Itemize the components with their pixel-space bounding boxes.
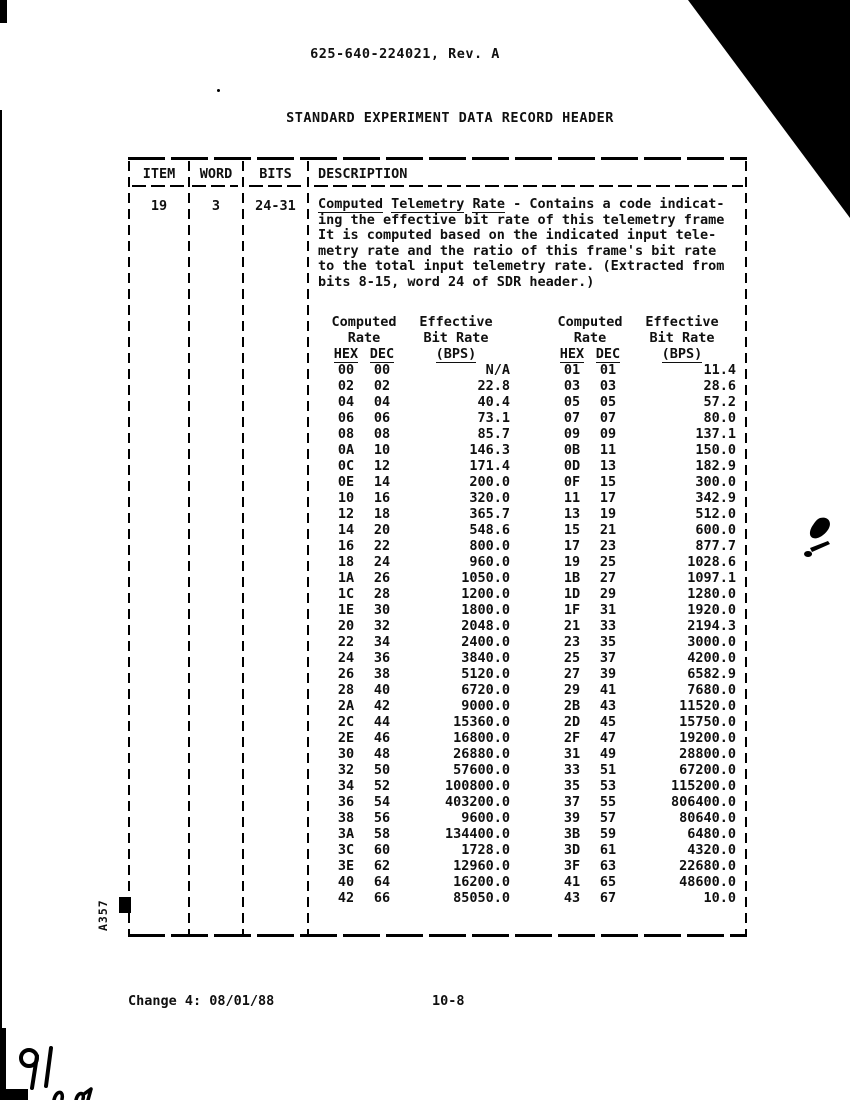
bps-value: 15360.0 (453, 714, 510, 730)
document-number: 625-640-224021, Rev. A (310, 46, 500, 62)
effective-header: Effective (419, 314, 493, 330)
bps-value: 600.0 (695, 522, 736, 538)
bps-value: 342.9 (695, 490, 736, 506)
bps-value: 16200.0 (453, 874, 510, 890)
hex-header: HEX (333, 346, 359, 362)
hex-value: 29 (563, 682, 581, 698)
bits-value: 24-31 (255, 198, 296, 214)
bps-value: 300.0 (695, 474, 736, 490)
hex-value: 14 (337, 522, 355, 538)
bps-value: 115200.0 (670, 778, 736, 794)
hex-value: 21 (563, 618, 581, 634)
hex-value: 42 (337, 890, 355, 906)
dec-value: 44 (373, 714, 391, 730)
dec-value: 33 (599, 618, 617, 634)
bps-value: 26880.0 (453, 746, 510, 762)
column-separator (307, 161, 309, 934)
hex-value: 06 (337, 410, 355, 426)
bps-value: 19200.0 (679, 730, 736, 746)
hex-value: 0C (337, 458, 355, 474)
hex-value: 0E (337, 474, 355, 490)
computed-rate-header: Computed (557, 314, 623, 330)
bps-header: (BPS) (661, 346, 703, 362)
dec-value: 24 (373, 554, 391, 570)
bps-value: 5120.0 (461, 666, 510, 682)
dec-value: 11 (599, 442, 617, 458)
description-line (318, 197, 748, 213)
bps-value: 134400.0 (444, 826, 510, 842)
bps-value: 40.4 (477, 394, 510, 410)
description-line: to the total input telemetry rate. (Extracted from (318, 258, 725, 274)
bps-value: 365.7 (469, 506, 510, 522)
computed-rate-header: Rate (347, 330, 381, 346)
dec-value: 42 (373, 698, 391, 714)
hex-value: 27 (563, 666, 581, 682)
dec-value: 53 (599, 778, 617, 794)
dec-value: 54 (373, 794, 391, 810)
handwritten-partial-marks (50, 1087, 96, 1100)
bps-value: 548.6 (469, 522, 510, 538)
dec-value: 35 (599, 634, 617, 650)
dec-value: 63 (599, 858, 617, 874)
bps-value: 200.0 (469, 474, 510, 490)
dec-value: 22 (373, 538, 391, 554)
dec-value: 17 (599, 490, 617, 506)
hex-value: 37 (563, 794, 581, 810)
hex-value: 1F (563, 602, 581, 618)
bps-value: 67200.0 (679, 762, 736, 778)
effective-header: Effective (645, 314, 719, 330)
hex-header: HEX (559, 346, 585, 362)
dec-value: 31 (599, 602, 617, 618)
bps-value: 9600.0 (461, 810, 510, 826)
bps-value: 57600.0 (453, 762, 510, 778)
dec-value: 40 (373, 682, 391, 698)
bps-value: 1800.0 (461, 602, 510, 618)
dec-value: 36 (373, 650, 391, 666)
rate-table-right-group (554, 314, 738, 906)
hex-value: 05 (563, 394, 581, 410)
dec-value: 02 (373, 378, 391, 394)
hex-value: 25 (563, 650, 581, 666)
dec-value: 48 (373, 746, 391, 762)
page-title: STANDARD EXPERIMENT DATA RECORD HEADER (286, 110, 614, 126)
bps-header: (BPS) (435, 346, 477, 362)
bps-value: 512.0 (695, 506, 736, 522)
dec-value: 14 (373, 474, 391, 490)
bps-value: 2400.0 (461, 634, 510, 650)
hex-value: 34 (337, 778, 355, 794)
bps-value: 22.8 (477, 378, 510, 394)
hex-value: 22 (337, 634, 355, 650)
dec-value: 45 (599, 714, 617, 730)
dec-value: 43 (599, 698, 617, 714)
bps-value: 6720.0 (461, 682, 510, 698)
hex-value: 20 (337, 618, 355, 634)
dec-header: DEC (595, 346, 621, 362)
dec-value: 67 (599, 890, 617, 906)
bps-value: 2194.3 (687, 618, 736, 634)
dec-value: 56 (373, 810, 391, 826)
dec-value: 28 (373, 586, 391, 602)
hex-value: 1E (337, 602, 355, 618)
margin-stamp: A357 (96, 899, 110, 931)
hex-value: 1C (337, 586, 355, 602)
hex-value: 04 (337, 394, 355, 410)
hex-value: 32 (337, 762, 355, 778)
scan-artifact-top-left-bar (0, 0, 7, 23)
description-line: ing the effective bit rate of this telemetry frame (318, 211, 725, 228)
dec-value: 49 (599, 746, 617, 762)
bps-value: 85.7 (477, 426, 510, 442)
bps-value: 10.0 (703, 890, 736, 906)
description-cell (318, 197, 748, 906)
dec-value: 04 (373, 394, 391, 410)
dec-value: 26 (373, 570, 391, 586)
rate-table-left-group (328, 314, 512, 906)
record-header-table (128, 157, 747, 937)
bps-value: 80640.0 (679, 810, 736, 826)
column-header-description: DESCRIPTION (318, 166, 408, 182)
dec-value: 60 (373, 842, 391, 858)
bps-value: 2048.0 (461, 618, 510, 634)
dec-value: 19 (599, 506, 617, 522)
dec-value: 13 (599, 458, 617, 474)
page-number: 10-8 (432, 993, 465, 1009)
description-line: bits 8-15, word 24 of SDR header.) (318, 273, 595, 290)
bps-value: 15750.0 (679, 714, 736, 730)
bps-value: 1920.0 (687, 602, 736, 618)
dec-value: 07 (599, 410, 617, 426)
dec-value: 20 (373, 522, 391, 538)
table-left-border (128, 161, 130, 934)
column-header-word: WORD (199, 166, 233, 182)
hex-value: 28 (337, 682, 355, 698)
hex-value: 03 (563, 378, 581, 394)
dec-value: 23 (599, 538, 617, 554)
bps-value: 100800.0 (444, 778, 510, 794)
dec-value: 08 (373, 426, 391, 442)
dec-value: 30 (373, 602, 391, 618)
bps-value: 11520.0 (679, 698, 736, 714)
hex-value: 0F (563, 474, 581, 490)
dec-value: 50 (373, 762, 391, 778)
hex-value: 15 (563, 522, 581, 538)
hex-value: 10 (337, 490, 355, 506)
bps-value: 9000.0 (461, 698, 510, 714)
hex-value: 02 (337, 378, 355, 394)
bps-value: 1097.1 (687, 570, 736, 586)
change-notice: Change 4: 08/01/88 (128, 993, 275, 1009)
dec-value: 47 (599, 730, 617, 746)
bps-value: 3840.0 (461, 650, 510, 666)
dec-value: 34 (373, 634, 391, 650)
bps-value: 4200.0 (687, 650, 736, 666)
column-header-bits: BITS (259, 166, 292, 182)
bps-value: 1280.0 (687, 586, 736, 602)
hex-value: 3A (337, 826, 355, 842)
dec-value: 01 (599, 362, 617, 378)
bps-value: 28800.0 (679, 746, 736, 762)
hex-value: 2A (337, 698, 355, 714)
bps-value: 150.0 (695, 442, 736, 458)
hex-value: 24 (337, 650, 355, 666)
hex-value: 43 (563, 890, 581, 906)
computed-rate-header: Computed (331, 314, 397, 330)
hex-value: 07 (563, 410, 581, 426)
bps-value: 6582.9 (687, 666, 736, 682)
hex-value: 3D (563, 842, 581, 858)
bps-value: 12960.0 (453, 858, 510, 874)
description-line: It is computed based on the indicated input tele- (318, 227, 717, 243)
dec-value: 62 (373, 858, 391, 874)
hex-value: 23 (563, 634, 581, 650)
header-underline (192, 185, 238, 187)
bps-value: 85050.0 (453, 890, 510, 906)
hex-value: 17 (563, 538, 581, 554)
margin-stamp-block (119, 897, 131, 913)
hex-value: 12 (337, 506, 355, 522)
table-top-border (128, 157, 747, 160)
bps-value: 1028.6 (687, 554, 736, 570)
underlined-word: Computed (318, 196, 384, 212)
hex-value: 2C (337, 714, 355, 730)
hex-value: 39 (563, 810, 581, 826)
hex-value: 1D (563, 586, 581, 602)
hex-value: 30 (337, 746, 355, 762)
column-separator (242, 161, 244, 934)
dec-value: 29 (599, 586, 617, 602)
hex-value: 3E (337, 858, 355, 874)
dec-value: 00 (373, 362, 391, 378)
hex-value: 0D (563, 458, 581, 474)
bps-value: 22680.0 (679, 858, 736, 874)
hex-value: 2F (563, 730, 581, 746)
dec-value: 37 (599, 650, 617, 666)
underlined-word: Rate (472, 196, 505, 212)
description-line: metry rate and the ratio of this frame's bit rate (318, 242, 717, 259)
dec-value: 16 (373, 490, 391, 506)
hex-value: 18 (337, 554, 355, 570)
bps-value: 146.3 (469, 442, 510, 458)
bps-value: 73.1 (477, 410, 510, 426)
hex-value: 26 (337, 666, 355, 682)
bps-value: N/A (485, 362, 510, 378)
dec-value: 39 (599, 666, 617, 682)
column-separator (188, 161, 190, 934)
header-underline (249, 185, 304, 187)
effective-header: Bit Rate (649, 330, 715, 346)
bps-value: 80.0 (703, 410, 736, 426)
bps-value: 960.0 (469, 554, 510, 570)
dec-value: 58 (373, 826, 391, 842)
dec-value: 12 (373, 458, 391, 474)
hex-value: 33 (563, 762, 581, 778)
dec-value: 18 (373, 506, 391, 522)
dec-value: 55 (599, 794, 617, 810)
hex-value: 09 (563, 426, 581, 442)
hex-value: 19 (563, 554, 581, 570)
bps-value: 1200.0 (461, 586, 510, 602)
hex-value: 2D (563, 714, 581, 730)
bps-value: 16800.0 (453, 730, 510, 746)
bps-value: 1050.0 (461, 570, 510, 586)
dec-value: 09 (599, 426, 617, 442)
hex-value: 01 (563, 362, 581, 378)
scan-speck (217, 89, 220, 92)
hex-value: 40 (337, 874, 355, 890)
hex-value: 11 (563, 490, 581, 506)
dec-value: 05 (599, 394, 617, 410)
hex-value: 1B (563, 570, 581, 586)
dec-value: 03 (599, 378, 617, 394)
description-text: - Contains a code indicat- (513, 196, 725, 212)
dec-value: 41 (599, 682, 617, 698)
hex-value: 16 (337, 538, 355, 554)
hex-value: 3C (337, 842, 355, 858)
bps-value: 137.1 (695, 426, 736, 442)
effective-header: Bit Rate (423, 330, 489, 346)
dec-value: 25 (599, 554, 617, 570)
dec-value: 10 (373, 442, 391, 458)
hex-value: 2E (337, 730, 355, 746)
hex-value: 0A (337, 442, 355, 458)
dec-value: 64 (373, 874, 391, 890)
description-paragraph (318, 213, 748, 291)
bps-value: 57.2 (703, 394, 736, 410)
dec-value: 46 (373, 730, 391, 746)
hex-value: 3B (563, 826, 581, 842)
hex-value: 08 (337, 426, 355, 442)
hex-value: 38 (337, 810, 355, 826)
bps-value: 800.0 (469, 538, 510, 554)
bps-value: 28.6 (703, 378, 736, 394)
dec-value: 59 (599, 826, 617, 842)
hex-value: 1A (337, 570, 355, 586)
dec-value: 51 (599, 762, 617, 778)
hex-value: 36 (337, 794, 355, 810)
dec-value: 57 (599, 810, 617, 826)
dec-value: 21 (599, 522, 617, 538)
dec-value: 38 (373, 666, 391, 682)
bps-value: 48600.0 (679, 874, 736, 890)
bps-value: 3000.0 (687, 634, 736, 650)
dec-value: 66 (373, 890, 391, 906)
column-header-item: ITEM (142, 166, 176, 182)
bps-value: 7680.0 (687, 682, 736, 698)
bps-value: 806400.0 (670, 794, 736, 810)
computed-rate-header: Rate (573, 330, 607, 346)
header-underline (132, 185, 186, 187)
bps-value: 6480.0 (687, 826, 736, 842)
dec-value: 32 (373, 618, 391, 634)
hex-value: 00 (337, 362, 355, 378)
bps-value: 403200.0 (444, 794, 510, 810)
bps-value: 182.9 (695, 458, 736, 474)
dec-value: 15 (599, 474, 617, 490)
dec-value: 61 (599, 842, 617, 858)
bps-value: 11.4 (703, 362, 736, 378)
hex-value: 2B (563, 698, 581, 714)
ink-blot-mark (798, 514, 838, 569)
hex-value: 35 (563, 778, 581, 794)
table-bottom-border (128, 934, 747, 937)
telemetry-rate-table (318, 314, 748, 906)
dec-value: 65 (599, 874, 617, 890)
header-underline (314, 185, 743, 187)
dec-header: DEC (369, 346, 395, 362)
bps-value: 171.4 (469, 458, 510, 474)
hex-value: 0B (563, 442, 581, 458)
dec-value: 52 (373, 778, 391, 794)
hex-value: 31 (563, 746, 581, 762)
scan-artifact-left-edge-line (0, 110, 2, 1032)
hex-value: 13 (563, 506, 581, 522)
dec-value: 06 (373, 410, 391, 426)
bps-value: 4320.0 (687, 842, 736, 858)
word-value: 3 (211, 198, 221, 214)
bps-value: 877.7 (695, 538, 736, 554)
bps-value: 1728.0 (461, 842, 510, 858)
hex-value: 41 (563, 874, 581, 890)
underlined-word: Telemetry (391, 196, 465, 212)
bps-value: 320.0 (469, 490, 510, 506)
hex-value: 3F (563, 858, 581, 874)
dec-value: 27 (599, 570, 617, 586)
item-value: 19 (150, 198, 168, 214)
